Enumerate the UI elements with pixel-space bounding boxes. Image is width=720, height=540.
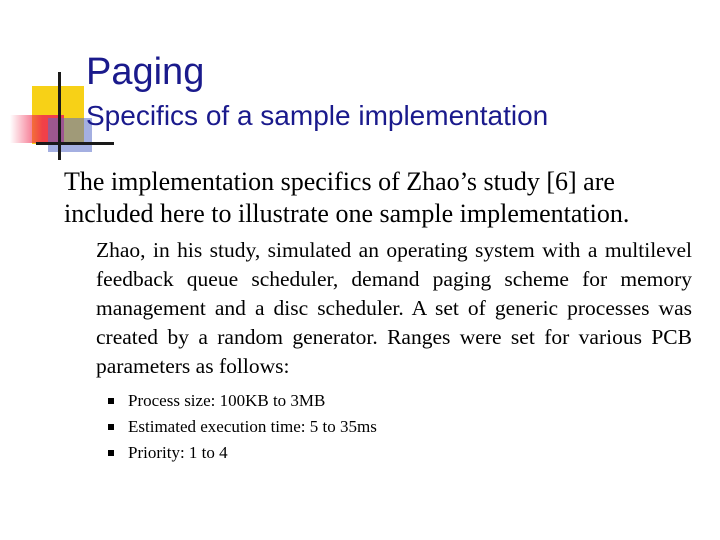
list-item-text: Estimated execution time: 5 to 35ms bbox=[128, 417, 377, 436]
decor-horizontal-line bbox=[36, 142, 114, 145]
slide-subtitle: Specifics of a sample implementation bbox=[86, 100, 549, 131]
list-item bbox=[108, 414, 377, 440]
bullet-icon bbox=[108, 424, 114, 430]
intro-paragraph: The implementation specifics of Zhao’s study [6] are included here to illustrate one sample implementation. bbox=[64, 167, 630, 228]
slide-title: Paging bbox=[86, 51, 205, 93]
decor-vertical-line bbox=[58, 72, 61, 160]
list-item bbox=[108, 440, 377, 466]
bullet-icon bbox=[108, 398, 114, 404]
list-item-text: Process size: 100KB to 3MB bbox=[128, 391, 326, 410]
parameter-list bbox=[108, 388, 377, 466]
body-paragraph: Zhao, in his study, simulated an operating system with a multilevel feedback queue scheduler, demand paging scheme for memory management and a disc scheduler. A set of generic processes was created by a random generator. Ranges were set for various PCB parameters as follows: bbox=[96, 238, 692, 378]
list-item bbox=[108, 388, 377, 414]
bullet-icon bbox=[108, 450, 114, 456]
list-item-text: Priority: 1 to 4 bbox=[128, 443, 228, 462]
